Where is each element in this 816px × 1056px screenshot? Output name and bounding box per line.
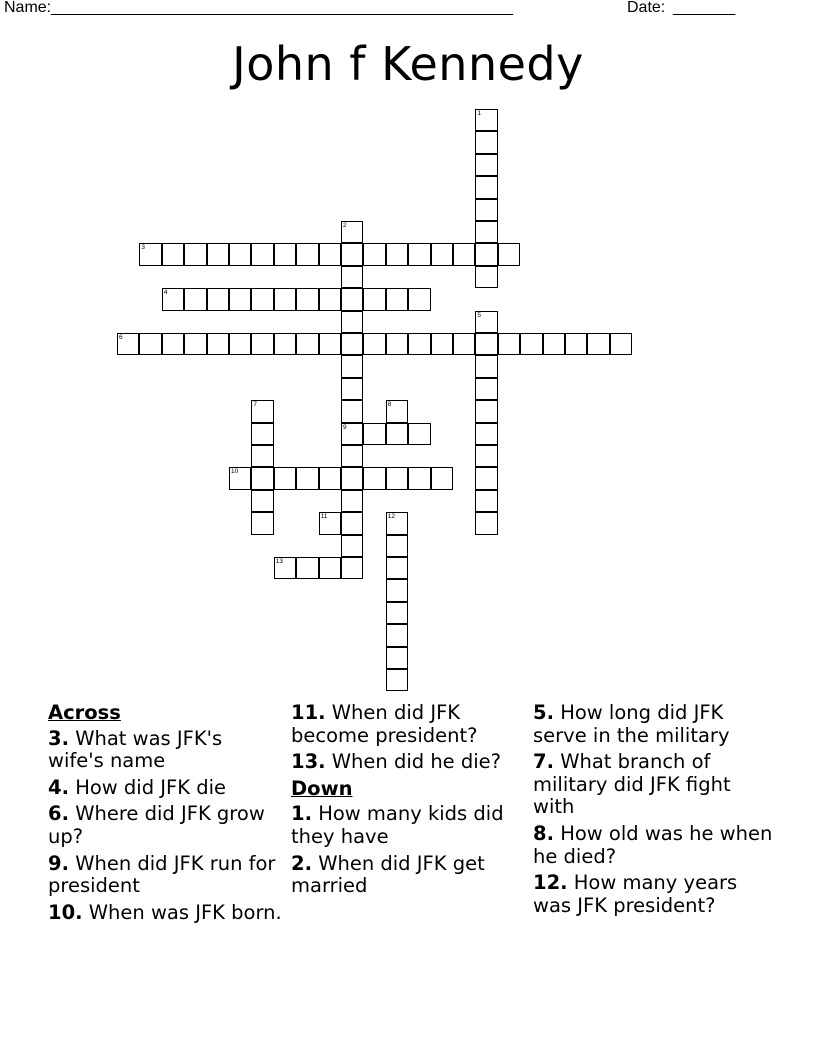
crossword-cell[interactable] <box>341 400 363 422</box>
crossword-cell[interactable] <box>162 243 184 265</box>
crossword-cell[interactable] <box>386 288 408 310</box>
clue-number: 10. <box>48 900 83 924</box>
cell-number: 7 <box>253 401 258 409</box>
crossword-cell[interactable] <box>274 557 296 579</box>
crossword-cell[interactable] <box>251 490 273 512</box>
crossword-cell[interactable] <box>229 288 251 310</box>
date-field-line[interactable]: _______ <box>673 0 736 16</box>
crossword-cell[interactable] <box>139 243 161 265</box>
crossword-cell[interactable] <box>207 243 229 265</box>
crossword-cell[interactable] <box>475 109 497 131</box>
crossword-cell[interactable] <box>162 288 184 310</box>
crossword-cell[interactable] <box>139 333 161 355</box>
crossword-cell[interactable] <box>386 624 408 646</box>
crossword-cell[interactable] <box>475 378 497 400</box>
down-heading: Down <box>291 776 353 800</box>
crossword-cell[interactable] <box>498 333 520 355</box>
clue-across-10 <box>48 902 283 925</box>
clue-text: What was JFK's wife's name <box>48 726 223 773</box>
clue-number: 6. <box>48 802 69 826</box>
across-heading: Across <box>48 701 121 724</box>
crossword-cell[interactable] <box>251 400 273 422</box>
crossword-cell[interactable] <box>386 669 408 691</box>
cell-number: 1 <box>477 110 482 117</box>
crossword-cell[interactable] <box>520 333 542 355</box>
cell-number: 10 <box>231 468 239 476</box>
crossword-cell[interactable] <box>274 288 296 310</box>
crossword-cell[interactable] <box>341 512 363 534</box>
crossword-cell[interactable] <box>431 333 453 355</box>
crossword-cell[interactable] <box>184 243 206 265</box>
cell-number: 2 <box>343 222 347 229</box>
crossword-cell[interactable] <box>475 266 497 288</box>
name-date-row <box>0 0 816 20</box>
crossword-cell[interactable] <box>319 243 341 265</box>
clue-text: Where did JFK grow up? <box>48 802 265 848</box>
crossword-cell[interactable] <box>229 333 251 355</box>
clue-number: 13. <box>291 750 326 774</box>
clue-number: 2. <box>291 851 312 875</box>
crossword-cell[interactable] <box>475 355 497 377</box>
clue-down-12 <box>533 872 773 917</box>
crossword-cell[interactable] <box>475 176 497 198</box>
crossword-cell[interactable] <box>341 490 363 512</box>
cell-number: 6 <box>119 334 123 341</box>
crossword-cell[interactable] <box>431 467 453 489</box>
crossword-cell[interactable] <box>386 467 408 489</box>
cell-number: 13 <box>275 558 284 565</box>
crossword-cell[interactable] <box>408 423 430 445</box>
crossword-cell[interactable] <box>251 243 273 265</box>
crossword-cell[interactable] <box>319 288 341 310</box>
crossword-cell[interactable] <box>207 288 229 310</box>
clue-text: How did JFK die <box>75 775 227 799</box>
cell-number: 3 <box>141 244 146 252</box>
clue-text: How many years was JFK president? <box>533 871 738 917</box>
crossword-cell[interactable] <box>184 333 206 355</box>
crossword-cell[interactable] <box>229 243 251 265</box>
crossword-cell[interactable] <box>341 467 363 489</box>
crossword-cell[interactable] <box>341 535 363 557</box>
crossword-cell[interactable] <box>341 243 363 265</box>
crossword-cell[interactable] <box>386 512 408 534</box>
crossword-cell[interactable] <box>386 557 408 579</box>
crossword-cell[interactable] <box>475 467 497 489</box>
crossword-cell[interactable] <box>408 288 430 310</box>
crossword-cell[interactable] <box>453 333 475 355</box>
clue-number: 1. <box>291 802 312 826</box>
crossword-cell[interactable] <box>207 333 229 355</box>
crossword-cell[interactable] <box>296 243 318 265</box>
crossword-cell[interactable] <box>274 333 296 355</box>
clue-text: What branch of military did JFK fight with <box>533 750 731 819</box>
crossword-cell[interactable] <box>475 221 497 243</box>
crossword-cell[interactable] <box>475 311 497 333</box>
crossword-cell[interactable] <box>251 288 273 310</box>
crossword-cell[interactable] <box>341 221 363 243</box>
crossword-cell[interactable] <box>386 602 408 624</box>
crossword-cell[interactable] <box>363 333 385 355</box>
crossword-cell[interactable] <box>475 423 497 445</box>
date-label: Date: <box>627 0 666 16</box>
crossword-cell[interactable] <box>117 333 139 355</box>
crossword-cell[interactable] <box>363 423 385 445</box>
crossword-cell[interactable] <box>475 490 497 512</box>
crossword-cell[interactable] <box>431 243 453 265</box>
crossword-cell[interactable] <box>408 243 430 265</box>
clue-number: 7. <box>533 750 554 774</box>
crossword-cell[interactable] <box>475 199 497 221</box>
clue-across-3 <box>48 728 283 773</box>
cell-number: 11 <box>320 513 328 521</box>
crossword-cell[interactable] <box>296 557 318 579</box>
crossword-cell[interactable] <box>341 445 363 467</box>
clue-down-8 <box>533 823 773 868</box>
crossword-cell[interactable] <box>386 647 408 669</box>
clue-across-4 <box>48 777 283 800</box>
crossword-cell[interactable] <box>184 288 206 310</box>
clue-number: 4. <box>48 775 69 799</box>
clue-number: 12. <box>533 871 568 895</box>
crossword-cell[interactable] <box>341 355 363 377</box>
clue-down-1 <box>291 803 526 848</box>
crossword-cell[interactable] <box>341 557 363 579</box>
crossword-cell[interactable] <box>386 243 408 265</box>
crossword-cell[interactable] <box>498 243 520 265</box>
crossword-cell[interactable] <box>274 467 296 489</box>
crossword-cell[interactable] <box>296 288 318 310</box>
clue-column-3 <box>533 702 773 921</box>
crossword-cell[interactable] <box>341 311 363 333</box>
crossword-cell[interactable] <box>475 512 497 534</box>
crossword-cell[interactable] <box>251 467 273 489</box>
crossword-cell[interactable] <box>251 512 273 534</box>
clue-down-7 <box>533 751 773 819</box>
cell-number: 12 <box>387 513 396 521</box>
crossword-cell[interactable] <box>408 467 430 489</box>
clue-text: When did JFK become president? <box>291 701 478 747</box>
crossword-cell[interactable] <box>475 445 497 467</box>
crossword-cell[interactable] <box>251 333 273 355</box>
crossword-cell[interactable] <box>341 423 363 445</box>
cell-number: 4 <box>163 289 168 297</box>
clue-text: How old was he when he died? <box>533 821 773 868</box>
crossword-cell[interactable] <box>363 467 385 489</box>
page-title: John f Kennedy <box>232 37 584 91</box>
clue-across-6 <box>48 803 283 848</box>
clue-text: When was JFK born. <box>88 900 282 924</box>
clue-text: How many kids did they have <box>291 802 504 848</box>
crossword-cell[interactable] <box>274 243 296 265</box>
clue-number: 3. <box>48 726 69 750</box>
crossword-cell[interactable] <box>587 333 609 355</box>
clue-text: When did JFK get married <box>291 851 485 898</box>
crossword-cell[interactable] <box>251 423 273 445</box>
clue-across-11 <box>291 702 526 747</box>
clue-column-2 <box>291 702 526 902</box>
crossword-cell[interactable] <box>162 333 184 355</box>
crossword-cell[interactable] <box>363 243 385 265</box>
crossword-cell[interactable] <box>475 154 497 176</box>
crossword-cell[interactable] <box>386 579 408 601</box>
crossword-cell[interactable] <box>386 333 408 355</box>
crossword-cell[interactable] <box>296 333 318 355</box>
crossword-cell[interactable] <box>475 243 497 265</box>
clue-down-2 <box>291 853 526 898</box>
clue-across-9 <box>48 853 283 898</box>
crossword-cell[interactable] <box>475 400 497 422</box>
cell-number: 5 <box>477 311 482 319</box>
crossword-cell[interactable] <box>610 333 632 355</box>
crossword-cell[interactable] <box>565 333 587 355</box>
clue-text: When did JFK run for president <box>48 851 276 898</box>
crossword-cell[interactable] <box>319 333 341 355</box>
name-field-line[interactable]: ______________________________________________________ <box>51 0 513 16</box>
cell-number: 9 <box>343 423 347 431</box>
clue-across-13 <box>291 751 526 774</box>
crossword-cell[interactable] <box>296 467 318 489</box>
crossword-cell[interactable] <box>341 378 363 400</box>
crossword-cell[interactable] <box>408 333 430 355</box>
clue-column-1 <box>48 702 283 928</box>
crossword-cell[interactable] <box>363 288 385 310</box>
crossword-cell[interactable] <box>475 333 497 355</box>
crossword-cell[interactable] <box>386 423 408 445</box>
crossword-cell[interactable] <box>319 512 341 534</box>
crossword-cell[interactable] <box>341 333 363 355</box>
clue-number: 11. <box>291 701 326 724</box>
clue-text: When did he die? <box>331 750 502 774</box>
cell-number: 8 <box>387 401 392 409</box>
crossword-cell[interactable] <box>475 131 497 153</box>
crossword-cell[interactable] <box>386 535 408 557</box>
clue-down-5 <box>533 702 773 747</box>
clue-number: 9. <box>48 851 69 875</box>
crossword-cell[interactable] <box>319 557 341 579</box>
crossword-cell[interactable] <box>251 445 273 467</box>
crossword-cell[interactable] <box>543 333 565 355</box>
name-label: Name: <box>4 0 52 16</box>
crossword-cell[interactable] <box>386 400 408 422</box>
clue-number: 8. <box>533 821 554 845</box>
crossword-cell[interactable] <box>453 243 475 265</box>
clue-text: How long did JFK serve in the military <box>533 701 730 747</box>
clue-number: 5. <box>533 701 554 724</box>
crossword-cell[interactable] <box>319 467 341 489</box>
crossword-cell[interactable] <box>229 467 251 489</box>
crossword-cell[interactable] <box>341 288 363 310</box>
crossword-cell[interactable] <box>341 266 363 288</box>
